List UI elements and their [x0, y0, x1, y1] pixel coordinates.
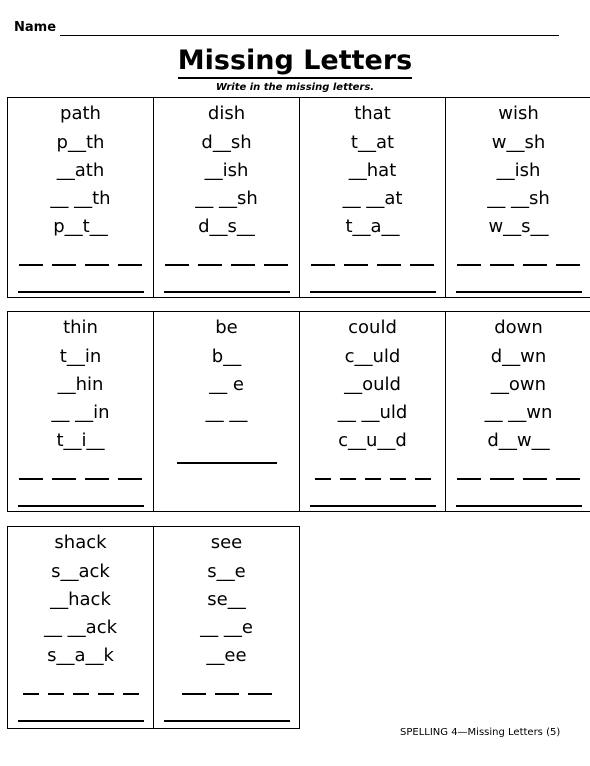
missing-letter-pattern[interactable]: __ish — [204, 160, 249, 181]
spelling-word: wish — [498, 103, 539, 124]
letter-blank[interactable] — [19, 478, 43, 480]
missing-letter-pattern[interactable]: p__t__ — [53, 216, 108, 237]
letter-blank[interactable] — [85, 478, 109, 480]
word-box-1-1 — [153, 311, 300, 512]
letter-blank[interactable] — [52, 478, 76, 480]
missing-letter-pattern[interactable]: t__a__ — [345, 216, 400, 237]
write-word-line[interactable] — [164, 720, 290, 722]
spelling-word: be — [215, 317, 238, 338]
letter-blank[interactable] — [23, 693, 39, 695]
missing-letter-pattern[interactable]: __ __sh — [195, 188, 258, 209]
write-word-line[interactable] — [18, 720, 144, 722]
missing-letter-pattern[interactable]: b__ — [211, 346, 242, 367]
write-word-line[interactable] — [310, 291, 436, 293]
letter-blank[interactable] — [457, 264, 481, 266]
letter-blank[interactable] — [98, 693, 114, 695]
letter-blank[interactable] — [85, 264, 109, 266]
word-box-2-0 — [7, 526, 154, 729]
missing-letter-pattern[interactable]: se__ — [207, 589, 246, 610]
word-box-1-2 — [299, 311, 446, 512]
letter-blank[interactable] — [48, 693, 64, 695]
missing-letter-pattern[interactable]: d__w__ — [487, 430, 550, 451]
letter-blank[interactable] — [198, 264, 222, 266]
missing-letter-pattern[interactable]: __ee — [206, 645, 247, 666]
letter-blanks[interactable] — [154, 264, 299, 266]
missing-letter-pattern[interactable]: __ __th — [50, 188, 111, 209]
missing-letter-pattern[interactable]: s__ack — [51, 561, 110, 582]
spelling-word: dish — [207, 103, 246, 124]
missing-letter-pattern[interactable]: d__wn — [490, 346, 547, 367]
letter-blank[interactable] — [264, 264, 288, 266]
letter-blank[interactable] — [377, 264, 401, 266]
missing-letter-pattern[interactable]: w__s__ — [488, 216, 549, 237]
letter-blank[interactable] — [556, 478, 580, 480]
letter-blanks[interactable] — [300, 478, 445, 480]
write-word-line[interactable] — [456, 291, 582, 293]
letter-blank[interactable] — [165, 264, 189, 266]
write-word-line[interactable] — [177, 462, 277, 464]
spelling-word: that — [354, 103, 391, 124]
letter-blank[interactable] — [340, 478, 356, 480]
letter-blank[interactable] — [231, 264, 255, 266]
word-box-1-3 — [445, 311, 590, 512]
letter-blank[interactable] — [523, 478, 547, 480]
missing-letter-pattern[interactable]: __ __e — [200, 617, 253, 638]
missing-letter-pattern[interactable]: __ __uld — [337, 402, 408, 423]
letter-blank[interactable] — [344, 264, 368, 266]
write-word-line[interactable] — [18, 291, 144, 293]
letter-blank[interactable] — [52, 264, 76, 266]
name-row — [14, 20, 559, 40]
missing-letter-pattern[interactable]: s__e — [207, 561, 246, 582]
write-word-line[interactable] — [456, 505, 582, 507]
word-box-0-3 — [445, 97, 590, 298]
letter-blank[interactable] — [182, 693, 206, 695]
letter-blanks[interactable] — [8, 693, 153, 695]
missing-letter-pattern[interactable]: __ __in — [51, 402, 110, 423]
letter-blank[interactable] — [523, 264, 547, 266]
missing-letter-pattern[interactable]: __own — [490, 374, 547, 395]
missing-letter-pattern[interactable]: d__sh — [201, 132, 252, 153]
letter-blank[interactable] — [457, 478, 481, 480]
word-box-0-2 — [299, 97, 446, 298]
missing-letter-pattern[interactable]: d__s__ — [198, 216, 255, 237]
letter-blank[interactable] — [118, 264, 142, 266]
page-subtitle: Write in the missing letters. — [215, 82, 375, 93]
word-box-0-1 — [153, 97, 300, 298]
letter-blanks[interactable] — [8, 478, 153, 480]
letter-blank[interactable] — [248, 693, 272, 695]
spelling-word: could — [348, 317, 397, 338]
missing-letter-pattern[interactable]: c__uld — [344, 346, 401, 367]
letter-blank[interactable] — [365, 478, 381, 480]
name-line[interactable] — [60, 35, 559, 36]
letter-blank[interactable] — [556, 264, 580, 266]
missing-letter-pattern[interactable]: __ath — [56, 160, 105, 181]
spelling-word: shack — [54, 532, 107, 553]
missing-letter-pattern[interactable]: __ __at — [342, 188, 403, 209]
page-title: Missing Letters — [0, 44, 590, 78]
missing-letter-pattern[interactable]: __ __sh — [487, 188, 550, 209]
letter-blank[interactable] — [118, 478, 142, 480]
write-word-line[interactable] — [310, 505, 436, 507]
missing-letter-pattern[interactable]: t__in — [59, 346, 102, 367]
spelling-word: see — [210, 532, 243, 553]
missing-letter-pattern[interactable]: __hack — [50, 589, 111, 610]
footer-label: SPELLING 4—Missing Letters (5) — [400, 727, 561, 738]
letter-blank[interactable] — [415, 478, 431, 480]
word-box-0-0 — [7, 97, 154, 298]
name-label: Name — [14, 20, 57, 35]
missing-letter-pattern[interactable]: s__a__k — [47, 645, 114, 666]
letter-blanks[interactable] — [8, 264, 153, 266]
missing-letter-pattern[interactable]: p__th — [56, 132, 105, 153]
letter-blank[interactable] — [19, 264, 43, 266]
missing-letter-pattern[interactable]: __ __wn — [484, 402, 553, 423]
write-word-line[interactable] — [18, 505, 144, 507]
letter-blank[interactable] — [390, 478, 406, 480]
letter-blank[interactable] — [315, 478, 331, 480]
missing-letter-pattern[interactable]: c__u__d — [338, 430, 407, 451]
missing-letter-pattern[interactable]: __hin — [57, 374, 104, 395]
letter-blanks[interactable] — [446, 264, 590, 266]
letter-blank[interactable] — [215, 693, 239, 695]
missing-letter-pattern[interactable]: __hat — [348, 160, 397, 181]
missing-letter-pattern[interactable]: t__i__ — [56, 430, 105, 451]
missing-letter-pattern[interactable]: w__sh — [491, 132, 546, 153]
letter-blank[interactable] — [490, 478, 514, 480]
missing-letter-pattern[interactable]: t__at — [350, 132, 395, 153]
missing-letter-pattern[interactable]: __ __ — [205, 402, 248, 423]
missing-letter-pattern[interactable]: __ __ack — [43, 617, 118, 638]
letter-blank[interactable] — [490, 264, 514, 266]
spelling-word: thin — [63, 317, 98, 338]
word-box-2-1 — [153, 526, 300, 729]
spelling-word: down — [494, 317, 543, 338]
letter-blanks[interactable] — [446, 478, 590, 480]
missing-letter-pattern[interactable]: __ould — [344, 374, 401, 395]
missing-letter-pattern[interactable]: __ e — [209, 374, 244, 395]
letter-blanks[interactable] — [300, 264, 445, 266]
word-box-1-0 — [7, 311, 154, 512]
letter-blanks[interactable] — [154, 693, 299, 695]
letter-blank[interactable] — [410, 264, 434, 266]
write-word-line[interactable] — [164, 291, 290, 293]
missing-letter-pattern[interactable]: __ish — [496, 160, 541, 181]
letter-blank[interactable] — [73, 693, 89, 695]
letter-blank[interactable] — [123, 693, 139, 695]
letter-blank[interactable] — [311, 264, 335, 266]
spelling-word: path — [60, 103, 101, 124]
